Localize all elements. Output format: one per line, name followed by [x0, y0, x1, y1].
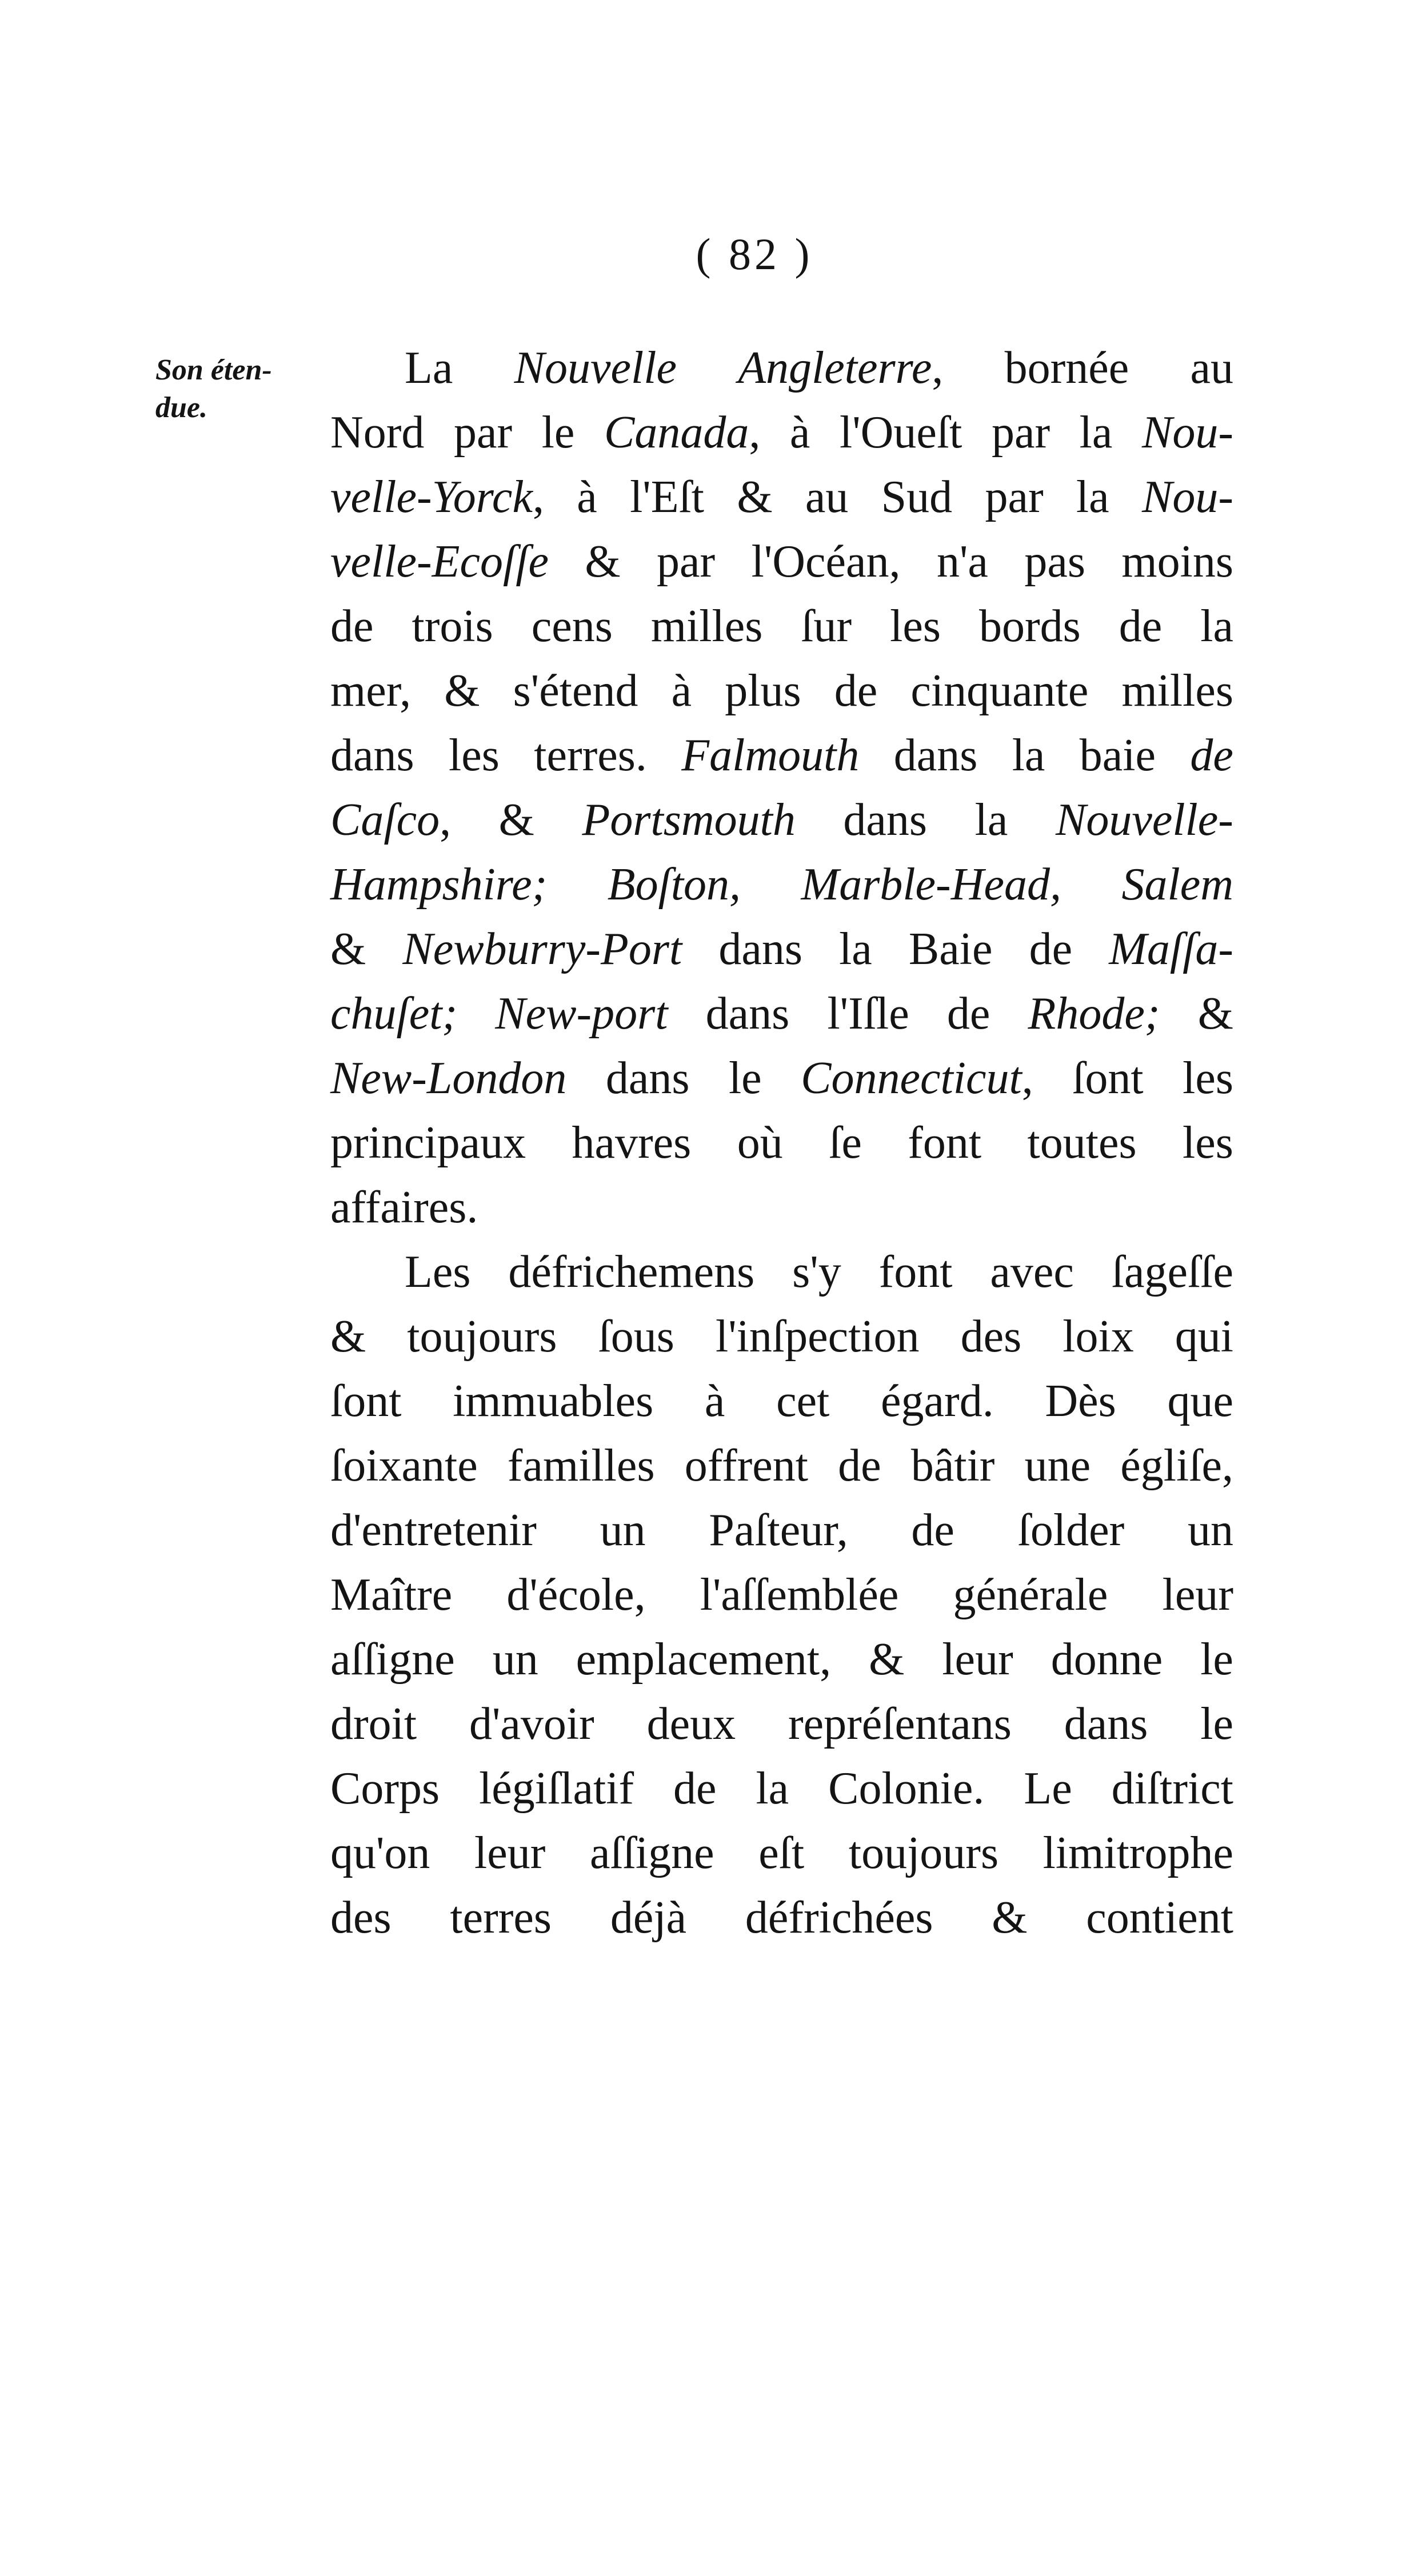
word: l'Eſt [630, 472, 705, 522]
word: Dès [1045, 1376, 1116, 1426]
word: offrent [684, 1441, 808, 1491]
word: Newburry-Port [402, 924, 682, 974]
word: égliſe, [1120, 1441, 1233, 1491]
text-line [330, 594, 1233, 659]
word: & [444, 666, 480, 716]
word: l'inſpection [715, 1311, 920, 1362]
word: aſſigne [330, 1634, 455, 1685]
word: Salem [1121, 859, 1233, 910]
word: leur [474, 1828, 546, 1878]
word: Nou- [1141, 472, 1233, 522]
word: Marble-Head, [801, 859, 1061, 910]
text-line [330, 659, 1233, 723]
word: bâtir [910, 1441, 995, 1491]
text-line [330, 1240, 1233, 1305]
word: les [1183, 1053, 1233, 1103]
text-line [330, 1305, 1233, 1369]
text-line [330, 788, 1233, 853]
text-line [330, 401, 1233, 465]
word: qui [1175, 1311, 1233, 1362]
word: diſtrict [1111, 1763, 1233, 1814]
word: pas [1024, 537, 1085, 587]
word: défrichées [745, 1893, 933, 1943]
word: par [985, 472, 1044, 522]
word: & [869, 1634, 905, 1685]
word: Le [1024, 1763, 1072, 1814]
word: déjà [610, 1893, 687, 1943]
word: milles [1121, 666, 1233, 716]
word: où [737, 1118, 783, 1168]
word: toutes [1027, 1118, 1137, 1168]
margin-note-line: Son éten- [155, 354, 272, 386]
word: & [498, 795, 534, 845]
word: Caſco, [330, 795, 452, 845]
page-number: ( 82 ) [696, 229, 813, 279]
word: limitrophe [1042, 1828, 1233, 1878]
word: Corps [330, 1763, 440, 1814]
word: Boſton, [607, 859, 741, 910]
word: leur [942, 1634, 1013, 1685]
word: s'étend [513, 666, 638, 716]
word: toujours [848, 1828, 999, 1878]
word: Canada, [604, 407, 761, 458]
word: n'a [936, 537, 988, 587]
text-line [330, 982, 1233, 1046]
word: de [1190, 730, 1233, 781]
word: le [541, 407, 575, 458]
word: Sud [881, 472, 953, 522]
word: New-London [330, 1053, 567, 1103]
word: cinquante [910, 666, 1089, 716]
word: des [330, 1893, 392, 1943]
word: l'Oueſt [840, 407, 962, 458]
word: Baie [908, 924, 993, 974]
word: font [878, 1247, 953, 1297]
word: le [1200, 1634, 1233, 1685]
text-line [330, 853, 1233, 917]
word: droit [330, 1699, 417, 1749]
word: qu'on [330, 1828, 430, 1878]
word: légiſlatif [479, 1763, 634, 1814]
word: velle-Yorck, [330, 472, 544, 522]
word: à [577, 472, 597, 522]
word: ſur [801, 601, 852, 651]
text-line [330, 465, 1233, 530]
word: dans [893, 730, 978, 781]
word: havres [572, 1118, 692, 1168]
word: les [1183, 1118, 1233, 1168]
word: dans [718, 924, 802, 974]
word: dans [605, 1053, 690, 1103]
word: une [1024, 1441, 1091, 1491]
word: Portsmouth [582, 795, 796, 845]
text-line [330, 917, 1233, 982]
word: Maître [330, 1570, 453, 1620]
word: font [908, 1118, 982, 1168]
word: familles [507, 1441, 655, 1491]
word: avec [990, 1247, 1074, 1297]
word: un [600, 1505, 646, 1555]
word: de [838, 1441, 881, 1491]
word: bornée [1004, 343, 1129, 393]
word: terres [450, 1893, 552, 1943]
word: de [1029, 924, 1073, 974]
word: loix [1063, 1311, 1134, 1362]
word: contient [1086, 1893, 1233, 1943]
word: l'aſſemblée [700, 1570, 899, 1620]
word: cens [531, 601, 613, 651]
word: Nou- [1141, 407, 1233, 458]
text-line [330, 1757, 1233, 1821]
text-line [330, 1175, 1233, 1240]
margin-note-line: due. [155, 391, 207, 424]
word: emplacement, [576, 1634, 832, 1685]
text-line [330, 1627, 1233, 1692]
word: un [492, 1634, 538, 1685]
word: New-port [495, 989, 668, 1039]
word: Connecticut, [801, 1053, 1033, 1103]
text-line [330, 1563, 1233, 1627]
word: baie [1079, 730, 1156, 781]
word: ſolder [1017, 1505, 1125, 1555]
word: d'entretenir [330, 1505, 537, 1555]
word: ſageſſe [1111, 1247, 1233, 1297]
word: un [1187, 1505, 1233, 1555]
word: cet [776, 1376, 830, 1426]
word: d'école, [506, 1570, 646, 1620]
word: donne [1050, 1634, 1163, 1685]
word: ſoixante [330, 1441, 478, 1491]
word: dans [1064, 1699, 1148, 1749]
word: générale [953, 1570, 1108, 1620]
word: velle-Ecoſſe [330, 537, 549, 587]
word: des [960, 1311, 1022, 1362]
text-line [330, 1046, 1233, 1111]
word: au [805, 472, 849, 522]
word: égard. [881, 1376, 994, 1426]
word: la [1076, 472, 1109, 522]
word: Maſſa- [1109, 924, 1233, 974]
word: eſt [758, 1828, 805, 1878]
word: Paſteur, [709, 1505, 848, 1555]
word: ſous [598, 1311, 674, 1362]
text-line [330, 1692, 1233, 1757]
word: terres. [534, 730, 647, 781]
text-line [330, 530, 1233, 594]
word: trois [412, 601, 493, 651]
word: dans [705, 989, 790, 1039]
word: s'y [792, 1247, 841, 1297]
word: les [890, 601, 941, 651]
word: par [453, 407, 513, 458]
text-line [330, 1369, 1233, 1434]
word: La [405, 343, 453, 393]
word: de [330, 601, 374, 651]
word: & [585, 537, 621, 587]
word: Les [405, 1247, 471, 1297]
word: leur [1162, 1570, 1233, 1620]
word: & [992, 1893, 1028, 1943]
word: dans [330, 730, 414, 781]
word: la [1079, 407, 1113, 458]
word: ſont [1072, 1053, 1144, 1103]
text-line [330, 1434, 1233, 1498]
word: dans [843, 795, 928, 845]
word: milles [650, 601, 763, 651]
text-line [330, 1498, 1233, 1563]
text-line [330, 723, 1233, 788]
word: à [704, 1376, 725, 1426]
word: que [1167, 1376, 1233, 1426]
word: à [789, 407, 810, 458]
word: par [657, 537, 716, 587]
word: principaux [330, 1118, 526, 1168]
text-line [330, 336, 1233, 401]
word: à [671, 666, 692, 716]
word: & [330, 1311, 366, 1362]
word: la [1012, 730, 1045, 781]
word: de [834, 666, 878, 716]
word: au [1190, 343, 1233, 393]
text-line [330, 1821, 1233, 1886]
word: ſe [829, 1118, 862, 1168]
word: le [728, 1053, 762, 1103]
word: bords [979, 601, 1081, 651]
word: plus [725, 666, 801, 716]
word: de [946, 989, 990, 1039]
word: ſont [330, 1376, 402, 1426]
word: affaires. [330, 1182, 478, 1233]
word: défrichemens [508, 1247, 755, 1297]
word: moins [1121, 537, 1233, 587]
word: & [1197, 989, 1233, 1039]
text-line [330, 1111, 1233, 1175]
word: & [330, 924, 366, 974]
word: par [991, 407, 1050, 458]
word: le [1200, 1699, 1233, 1749]
text-line [330, 1886, 1233, 1950]
word: Nouvelle- [1055, 795, 1233, 845]
word: chuſet; [330, 989, 458, 1039]
word: de [673, 1763, 717, 1814]
word: Nord [330, 407, 425, 458]
word: de [911, 1505, 954, 1555]
word: repréſentans [788, 1699, 1012, 1749]
word: de [1119, 601, 1163, 651]
word: Hampshire; [330, 859, 548, 910]
word: la [839, 924, 872, 974]
word: & [737, 472, 773, 522]
word: Rhode; [1028, 989, 1160, 1039]
word: la [1200, 601, 1233, 651]
word: Nouvelle [514, 343, 677, 393]
word: d'avoir [469, 1699, 594, 1749]
word: Angleterre, [738, 343, 944, 393]
word: les [449, 730, 500, 781]
word: aſſigne [589, 1828, 714, 1878]
word: mer, [330, 666, 412, 716]
body-text [330, 336, 1233, 1950]
word: Colonie. [828, 1763, 985, 1814]
word: toujours [407, 1311, 557, 1362]
word: l'Océan, [751, 537, 901, 587]
word: deux [646, 1699, 736, 1749]
word: Falmouth [681, 730, 860, 781]
word: l'Iſle [827, 989, 909, 1039]
word: immuables [453, 1376, 654, 1426]
word: la [756, 1763, 789, 1814]
margin-note [155, 351, 321, 427]
word: la [974, 795, 1008, 845]
